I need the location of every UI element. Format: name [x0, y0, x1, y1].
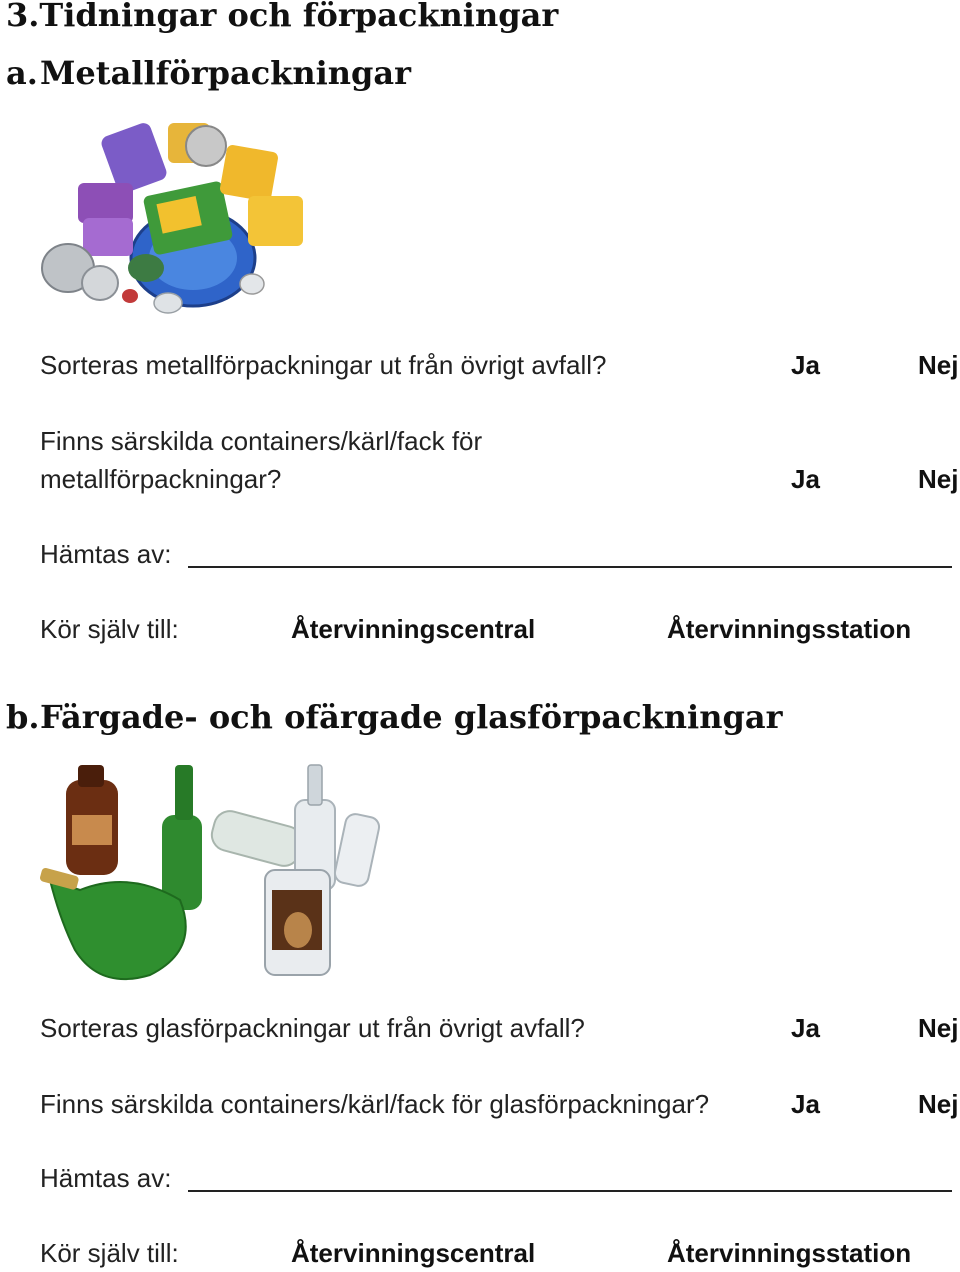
glass-sorted-no[interactable]: Nej — [918, 1013, 959, 1043]
metal-containers-question-line1: Finns särskilda containers/kärl/fack för — [40, 426, 483, 456]
glass-collected-by-field[interactable] — [188, 1190, 952, 1192]
glass-sorted-yes[interactable]: Ja — [791, 1013, 820, 1043]
section-b-heading — [6, 696, 782, 738]
metal-containers-question-line2: metallförpackningar? — [40, 464, 282, 494]
glass-containers-no[interactable]: Nej — [918, 1089, 959, 1119]
glass-drive-recycling-center[interactable]: Återvinningscentral — [291, 1238, 536, 1268]
section-b-label: b. — [6, 698, 40, 736]
glass-drive-label: Kör själv till: — [40, 1238, 179, 1268]
glass-containers-question: Finns särskilda containers/kärl/fack för glasförpackningar? — [40, 1089, 710, 1119]
metal-drive-recycling-station[interactable]: Återvinningsstation — [667, 614, 912, 644]
metal-sorted-question: Sorteras metallförpackningar ut från övrigt avfall? — [40, 350, 607, 380]
section-a-heading — [6, 52, 411, 94]
heading-title: Tidningar och förpackningar — [39, 0, 559, 34]
heading-number: 3. — [6, 0, 40, 34]
section-a-label: a. — [6, 54, 38, 92]
section-a-title: Metallförpackningar — [40, 54, 411, 92]
metal-containers-yes[interactable]: Ja — [791, 464, 820, 494]
glass-containers-yes[interactable]: Ja — [791, 1089, 820, 1119]
metal-containers-no[interactable]: Nej — [918, 464, 959, 494]
glass-sorted-question: Sorteras glasförpackningar ut från övrigt avfall? — [40, 1013, 585, 1043]
metal-drive-recycling-center[interactable]: Återvinningscentral — [291, 614, 536, 644]
metal-cans-picture — [38, 118, 313, 318]
glass-bottles-picture — [40, 760, 400, 985]
glass-collected-by-label: Hämtas av: — [40, 1163, 172, 1193]
metal-drive-label: Kör själv till: — [40, 614, 179, 644]
metal-collected-by-field[interactable] — [188, 566, 952, 568]
metal-collected-by-label: Hämtas av: — [40, 539, 172, 569]
glass-drive-recycling-station[interactable]: Återvinningsstation — [667, 1238, 912, 1268]
metal-sorted-yes[interactable]: Ja — [791, 350, 820, 380]
metal-sorted-no[interactable]: Nej — [918, 350, 959, 380]
section-b-title: Färgade- och ofärgade glasförpackningar — [40, 698, 783, 736]
page-title — [6, 0, 558, 36]
